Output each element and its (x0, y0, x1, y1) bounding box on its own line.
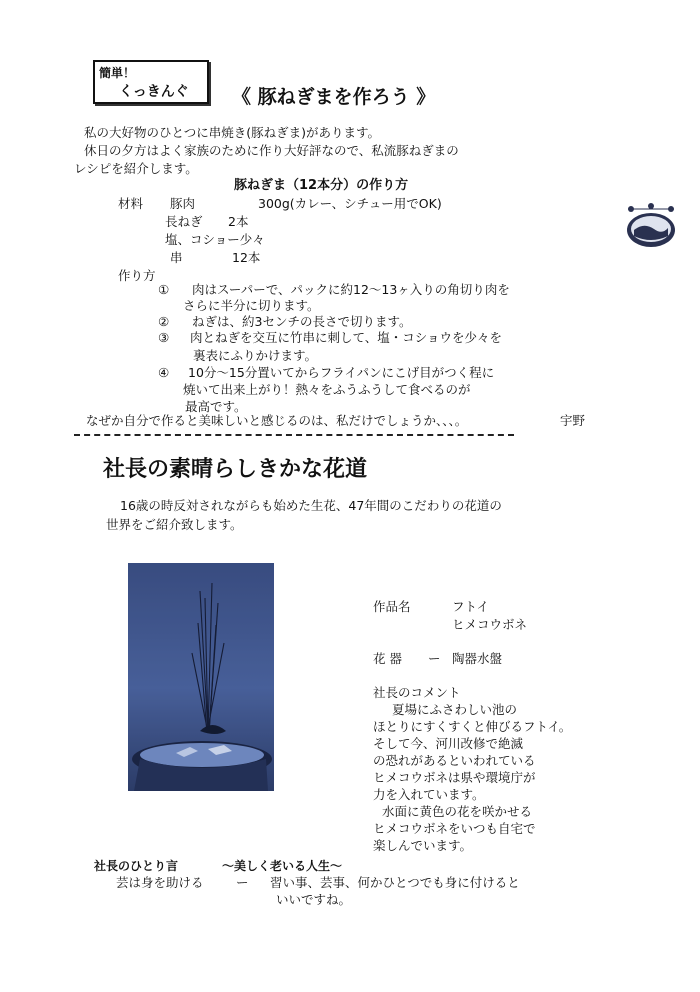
materials-label: 材料 (118, 196, 144, 211)
step-text: 10分～15分置いてからフライパンにこげ目がつく程に (188, 365, 495, 380)
comment-line: 水面に黄色の花を咲かせる (382, 804, 533, 819)
recipe-title: 《 豚ねぎまを作ろう 》 (232, 86, 436, 108)
ikebana-photo (128, 563, 274, 791)
recipe-intro-line: 私の大好物のひとつに串焼き(豚ねぎま)があります。 (84, 125, 381, 140)
ingredient-name: 塩、コショー少々 (165, 232, 265, 247)
comment-label: 社長のコメント (373, 685, 461, 700)
vessel-name: 陶器水盤 (452, 651, 503, 666)
step-text: ねぎは、約3センチの長さで切ります。 (192, 314, 412, 329)
quote-label: 社長のひとり言 (94, 859, 179, 873)
ingredient-name: 豚肉 (170, 196, 196, 211)
comment-line: 夏場にふさわしい池の (392, 702, 518, 717)
step-text: さらに半分に切ります。 (183, 298, 320, 313)
ingredient-name: 串 (170, 250, 183, 265)
step-text: 最高です。 (185, 399, 247, 414)
badge-line-2: くっきんぐ (119, 84, 189, 100)
step-number: ③ (158, 330, 170, 345)
work-label: 作品名 (373, 599, 411, 614)
comment-line: ほとりにすくすくと伸びるフトイ。 (373, 719, 572, 734)
recipe-subtitle: 豚ねぎま（12本分）の作り方 (234, 178, 409, 193)
step-text: 焼いて出来上がり！熱々をふうふうして食べるのが (183, 382, 471, 397)
bowl-illustration-icon (624, 198, 678, 252)
proverb-line: いいですね。 (276, 892, 352, 907)
step-number: ④ (158, 365, 170, 380)
comment-line: の恐れがあるといわれている (373, 753, 536, 768)
flower-intro-line: 16歳の時反対されながらも始めた生花、47年間のこだわりの花道の (120, 498, 502, 513)
work-name: フトイ (452, 599, 489, 614)
ingredient-qty: 12本 (232, 250, 261, 265)
proverb-dash: ー (236, 875, 249, 890)
flower-section-title: 社長の素晴らしきかな花道 (103, 457, 368, 482)
step-text: 肉はスーパーで、パックに約12～13ヶ入りの角切り肉を (192, 282, 510, 297)
recipe-author: 宇野 (560, 413, 586, 428)
comment-line: 楽しんでいます。 (373, 838, 473, 853)
step-number: ① (158, 282, 170, 297)
vessel-label: 花 器 (373, 651, 402, 666)
vessel-dash: ー (428, 651, 441, 666)
flower-intro-line: 世界をご紹介致します。 (106, 517, 243, 532)
section-divider (74, 434, 514, 436)
step-text: 肉とねぎを交互に竹串に刺して、塩・コショウを少々を (190, 330, 503, 345)
cooking-badge (93, 60, 209, 104)
comment-line: 力を入れています。 (373, 787, 485, 802)
recipe-intro-line: レシピを紹介します。 (74, 161, 198, 176)
recipe-closing: なぜか自分で作ると美味しいと感じるのは、私だけでしょうか、、、。 (86, 413, 468, 428)
ingredient-qty: 2本 (228, 214, 249, 229)
recipe-intro-line: 休日の夕方はよく家族のために作り大好評なので、私流豚ねぎまの (84, 143, 459, 158)
badge-line-1: 簡単！ (99, 66, 136, 80)
ingredient-qty: 300g(カレー、シチュー用でOK) (258, 196, 442, 211)
work-name: ヒメコウボネ (452, 617, 528, 632)
comment-line: ヒメコウボネをいつも自宅で (373, 821, 536, 836)
proverb-line: 習い事、芸事、何かひとつでも身に付けると (270, 875, 520, 890)
comment-line: ヒメコウボネは県や環境庁が (373, 770, 536, 785)
comment-line: そして今、河川改修で絶滅 (373, 736, 524, 751)
step-number: ② (158, 314, 170, 329)
step-text: 裏表にふりかけます。 (193, 348, 318, 363)
ingredient-name: 長ねぎ (165, 214, 203, 229)
method-label: 作り方 (118, 268, 156, 283)
proverb: 芸は身を助ける (116, 875, 204, 890)
quote-theme: ～美しく老いる人生～ (222, 859, 343, 873)
